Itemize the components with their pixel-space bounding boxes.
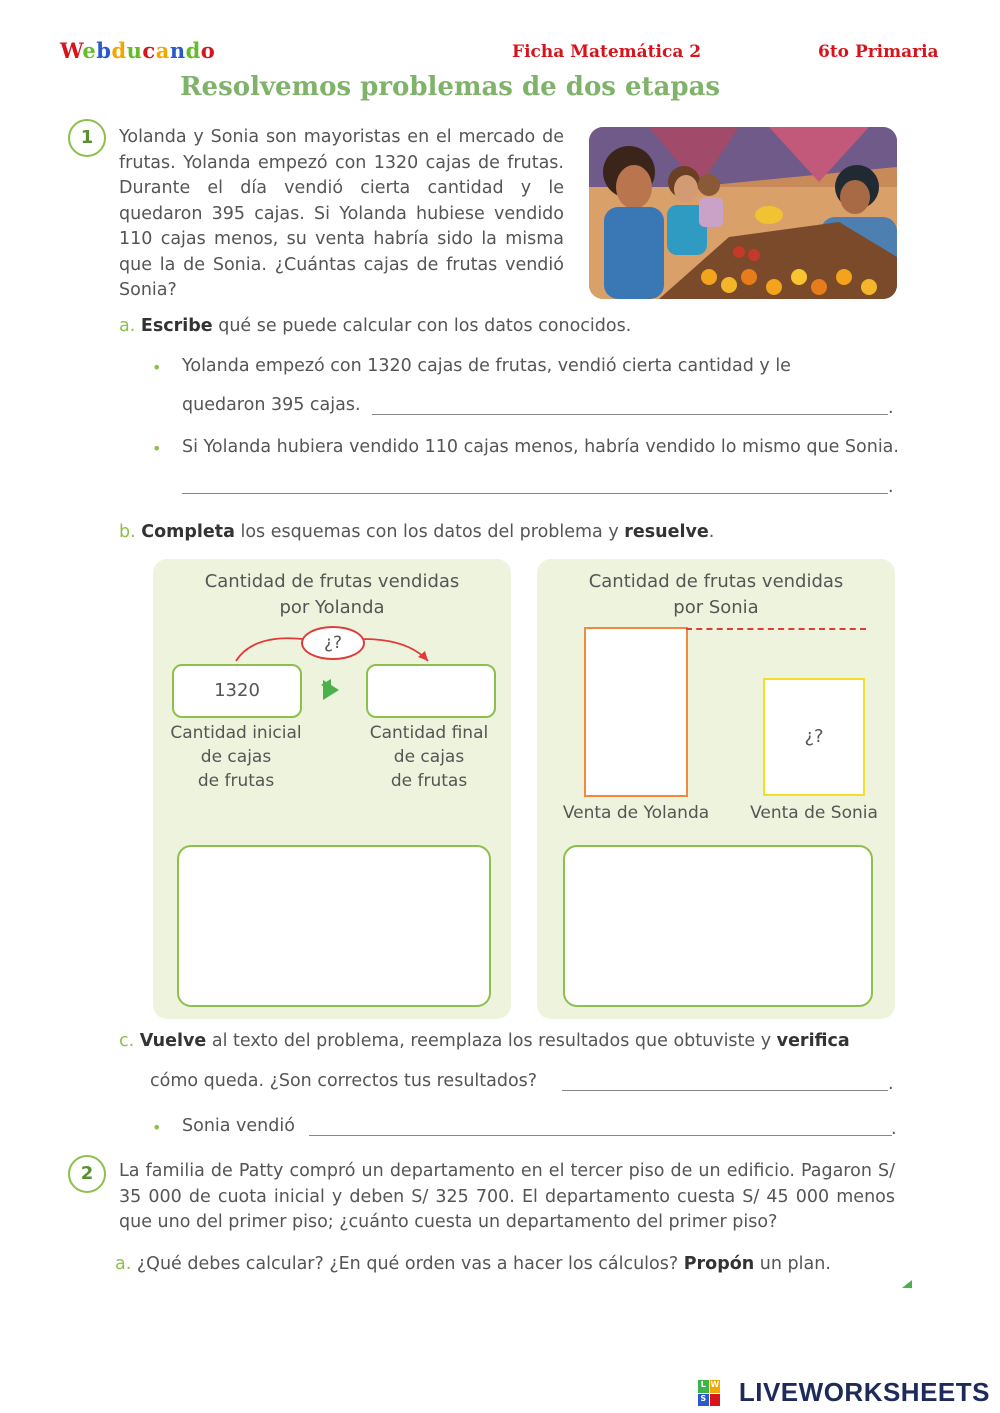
a-bullet2: Si Yolanda hubiera vendido 110 cajas menos, habría vendido lo mismo que Sonia. [182,437,899,457]
brand-letter: a [155,38,170,63]
p2-item-a-verb: Propón [683,1254,755,1274]
icon-letter: S [698,1394,709,1407]
item-b-text: los esquemas con los datos del problema y [234,522,625,542]
bullet-icon: • [152,1118,162,1137]
caption-line: Cantidad inicial [170,723,302,743]
p2-item-a-letter: a. [115,1254,132,1274]
item-c-line2: cómo queda. ¿Son correctos tus resultados? [150,1071,538,1091]
brand-letter: u [126,38,143,63]
item-c-verb2: verifica [776,1031,850,1051]
sonia-panel-title [537,569,895,621]
page-title: Resolvemos problemas de dos etapas [179,72,721,102]
brand-letter: W [60,38,83,63]
yolanda-title-line2: por Yolanda [279,597,385,618]
item-c-letter: c. [119,1031,135,1051]
p2-item-a-rest: un plan. [754,1254,831,1274]
question-oval: ¿? [301,626,365,660]
initial-quantity-box: 1320 [172,664,302,718]
sheet-title: Ficha Matemática 2 [512,42,702,62]
problem-1-text: Yolanda y Sonia son mayoristas en el mercado de frutas. Yolanda empezó con 1320 cajas de frutas. Durante el día vendió cierta cantidad y le quedaron 395 cajas. Si Yolanda hubiese vendido 110 cajas menos, su venta habría sido la misma que la de Sonia. ¿Cuántas cajas de frutas vendió Sonia? [119,127,564,300]
brand-letter: d [185,38,201,63]
item-b-verb: Completa [141,522,235,542]
item-a-letter: a. [119,316,136,336]
bullet-icon: • [152,358,162,377]
sonia-title-line1: Cantidad de frutas vendidas [588,571,844,592]
sonia-sale-bar[interactable]: ¿? [763,678,865,796]
answer-blank-c1[interactable] [562,1089,888,1091]
caption-line: Cantidad final [369,723,489,743]
sonia-work-area[interactable] [563,845,873,1007]
dashed-reference-line [686,628,866,630]
brand-letter: e [82,38,97,63]
item-b-end: . [708,522,715,542]
yolanda-work-area[interactable] [177,845,491,1007]
item-a-text: qué se puede calcular con los datos conocidos. [212,316,632,336]
bullet-icon: • [152,439,162,458]
corner-triangle-icon [902,1280,912,1288]
answer-blank-a1[interactable] [372,413,888,415]
answer-blank-c2[interactable] [309,1134,892,1136]
caption-line: de frutas [197,771,275,791]
final-caption [343,721,515,793]
item-a-verb: Escribe [140,316,213,336]
grade-label: 6to Primaria [818,42,939,62]
final-quantity-input[interactable] [366,664,496,718]
liveworksheets-logo: LIVEWORKSHEETS [738,1377,990,1407]
answer-blank-a2[interactable] [182,492,888,494]
p2-item-a-text: ¿Qué debes calcular? ¿En qué orden vas a hacer los cálculos? [136,1254,684,1274]
item-c-verb: Vuelve [139,1031,207,1051]
caption-yolanda-sale: Venta de Yolanda [562,803,710,823]
brand-letter: n [169,38,186,63]
icon-letter: W [710,1380,721,1393]
play-arrow-icon [323,680,339,700]
item-b-verb2: resuelve [624,522,709,542]
item-c-bullet: Sonia vendió [182,1116,295,1136]
caption-line: de frutas [390,771,468,791]
problem-1-number: 1 [68,119,106,157]
brand-letter: c [142,38,156,63]
caption-sonia-sale: Venta de Sonia [750,803,878,823]
brand-letter: d [111,38,127,63]
brand-logo [60,38,215,63]
brand-letter: o [200,38,216,63]
sonia-title-line2: por Sonia [673,597,759,618]
brand-letter: b [96,38,112,63]
problem-2-number: 2 [68,1155,106,1193]
period: . [888,398,894,418]
liveworksheets-icon [698,1380,720,1406]
caption-line: de cajas [200,747,272,767]
item-b-letter: b. [119,522,136,542]
period: . [891,1119,897,1139]
problem-2-text: La familia de Patty compró un departamento en el tercer piso de un edificio. Pagaron S/ 35 000 de cuota inicial y deben S/ 325 700. El departamento cuesta S/ 45 000 menos que uno del primer piso; ¿cuánto cuesta un departamento del primer piso? [119,1161,895,1232]
a-bullet1-line2: quedaron 395 cajas. [182,395,361,415]
a-bullet1-line1: Yolanda empezó con 1320 cajas de frutas, vendió cierta cantidad y le [182,356,791,376]
yolanda-title-line1: Cantidad de frutas vendidas [204,571,460,592]
icon-letter: L [698,1380,709,1393]
period: . [888,1074,894,1094]
market-illustration [589,127,897,299]
period: . [888,477,894,497]
item-c-text: al texto del problema, reemplaza los resultados que obtuviste y [206,1031,777,1051]
caption-line: de cajas [393,747,465,767]
yolanda-sale-bar[interactable] [584,627,688,797]
initial-caption [150,721,322,793]
